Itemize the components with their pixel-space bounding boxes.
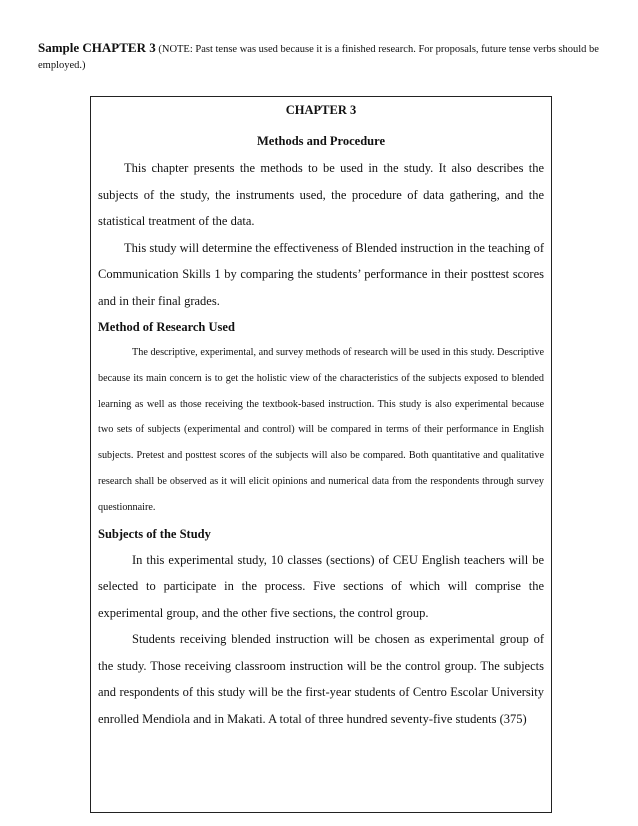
chapter-number: CHAPTER 3 — [285, 103, 357, 117]
section-heading: Method of Research Used — [98, 320, 235, 334]
sample-note-lead: Sample CHAPTER 3 — [38, 40, 156, 55]
intro-paragraph: This study will determine the effectiveness of Blended instruction in the teaching of Communication Skills 1 by comparing the students’ performance in their posttest scores and in their final grades. — [98, 240, 544, 308]
intro-paragraph: This chapter presents the methods to be used in the study. It also describes the subjects of the study, the instruments used, the procedure of data gathering, and the statistical treatment of the data. — [98, 161, 544, 228]
section-paragraph: The descriptive, experimental, and survey methods of research will be used in this study. Descriptive because its main concern is to get the holistic view of the characteristics of the subjects exposed to blended learning as well as those receiving the textbook-based instruction. This study is also experimental because two sets of subjects (experimental and control) will be compared in terms of their performance in English subjects. Pretest and posttest scores of the subjects will also be compared. Both quantitative and qualitative research shall be observed as it will elicit opinions and numerical data from the respondents through survey questionnaire. — [98, 347, 544, 513]
sample-note-text: (NOTE: Past tense was used because it is a finished research. For proposals, future tense verbs should be employed.) — [38, 44, 599, 71]
sample-note — [38, 40, 604, 74]
chapter-title: Methods and Procedure — [256, 134, 385, 148]
chapter-box — [90, 96, 552, 813]
section-heading: Subjects of the Study — [98, 526, 211, 541]
section-paragraph: In this experimental study, 10 classes (sections) of CEU English teachers will be selected to participate in the process. Five sections of which will comprise the experimental group, and the other five sections, the control group. — [98, 552, 544, 620]
section-paragraph: Students receiving blended instruction will be chosen as experimental group of the study. Those receiving classroom instruction will be the control group. The subjects and respondents of this study will be the first-year students of Centro Escolar University enrolled Mendiola and in Makati. A total of three hundred seventy-five students (375) — [98, 632, 544, 726]
